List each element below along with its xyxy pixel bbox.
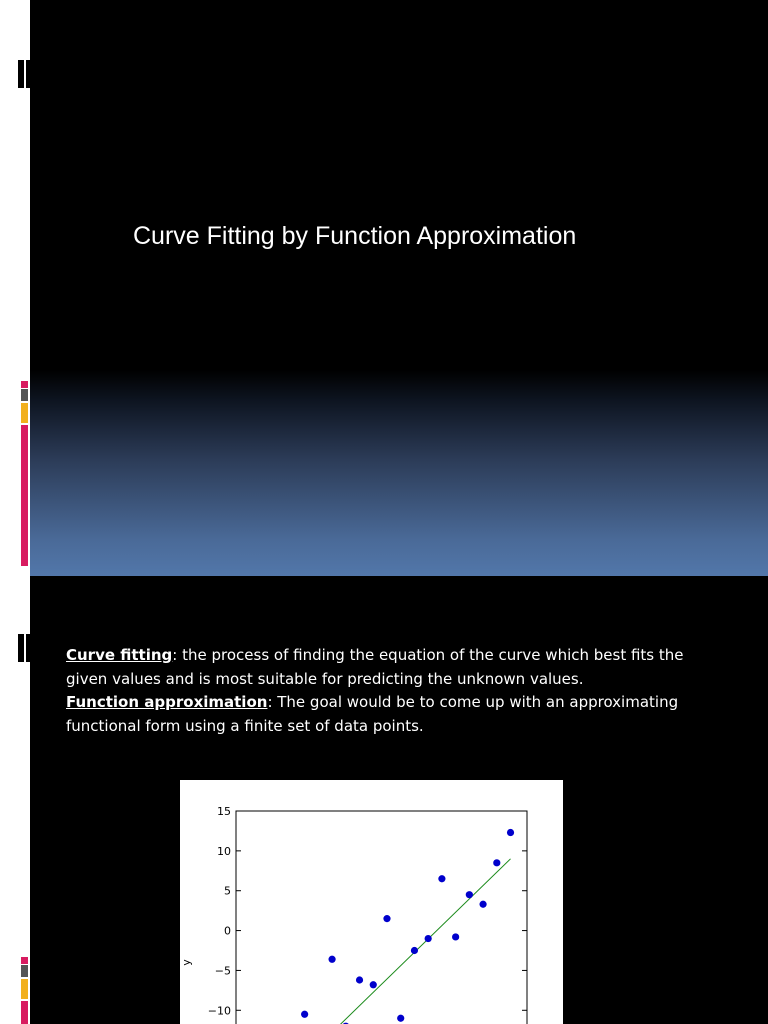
data-point — [356, 976, 363, 983]
data-point — [370, 981, 377, 988]
fit-line — [236, 859, 511, 1024]
y-tick-label: 10 — [217, 844, 231, 858]
data-point — [479, 901, 486, 908]
y-tick-label: −10 — [207, 1004, 231, 1018]
data-point — [452, 933, 459, 940]
data-point — [328, 956, 335, 963]
data-point — [301, 1011, 308, 1018]
data-point — [507, 829, 514, 836]
data-point — [438, 875, 445, 882]
function-approximation-definition: : The goal would be to come up with an approximating functional form using a finite set of data points. — [66, 693, 679, 735]
content-slide — [30, 576, 768, 1024]
definitions-text — [66, 644, 726, 738]
slide2-accent-pink-top — [21, 957, 28, 964]
slide1-edge-mark-inner — [24, 60, 26, 88]
data-point — [425, 935, 432, 942]
slide1-accent-pink-top — [21, 381, 28, 388]
scatter-plot — [180, 780, 563, 1024]
slide1-accent-gold — [21, 403, 28, 423]
y-tick-label: 15 — [217, 805, 231, 818]
y-tick-label: −5 — [214, 964, 231, 978]
curve-fitting-term: Curve fitting — [66, 646, 173, 664]
data-point — [466, 891, 473, 898]
slide-title: Curve Fitting by Function Approximation — [133, 222, 577, 250]
slide1-accent-gray — [21, 389, 28, 401]
y-tick-label: 5 — [224, 884, 231, 898]
slide2-accent-pink-long — [21, 1001, 28, 1024]
data-point — [411, 947, 418, 954]
data-point — [493, 859, 500, 866]
slide2-accent-gray — [21, 965, 28, 977]
slide2-accent-gold — [21, 979, 28, 999]
function-approximation-term: Function approximation — [66, 693, 268, 711]
slide1-accent-pink-long — [21, 425, 28, 566]
scatter-plot-figure — [180, 780, 563, 1024]
data-point — [397, 1015, 404, 1022]
data-point — [383, 915, 390, 922]
slide2-edge-mark-inner — [24, 634, 26, 662]
curve-fitting-definition: : the process of finding the equation of the curve which best fits the given values and is most suitable for predicting the unknown values. — [66, 646, 684, 688]
y-axis-label: y — [180, 959, 193, 966]
plot-frame — [236, 811, 527, 1024]
title-slide — [30, 0, 768, 576]
y-tick-label: 0 — [224, 924, 231, 938]
